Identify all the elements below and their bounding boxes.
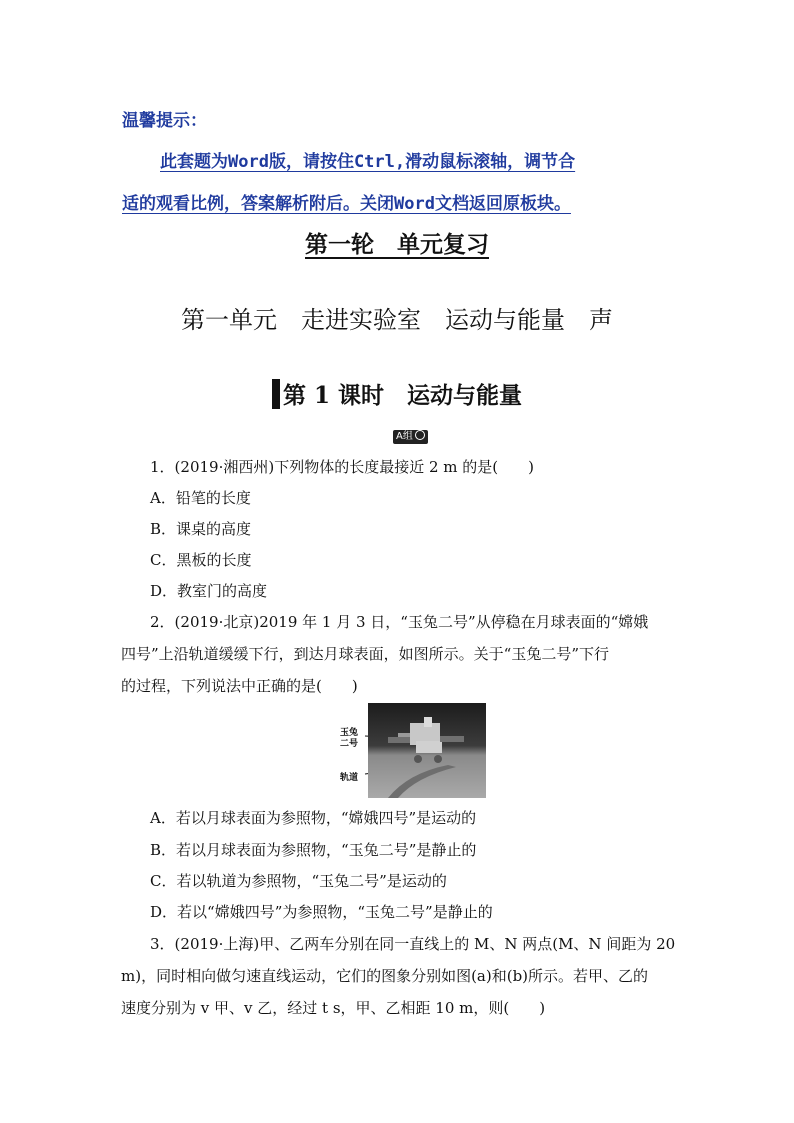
q2-option-a: A．若以月球表面为参照物，“嫦娥四号”是运动的 [150, 809, 477, 827]
unit-title: 第一单元 走进实验室 运动与能量 声 [181, 306, 613, 334]
q3-stem-line-1: 3．(2019·上海)甲、乙两车分别在同一直线上的 M、N 两点(M、N 间距为 20 [150, 935, 676, 953]
tip-line-2: 适的观看比例，答案解析附后。关闭Word文档返回原板块。 [122, 194, 571, 214]
lesson-marker [272, 379, 280, 409]
group-badge [393, 430, 428, 444]
round-title-text: 第一轮 单元复习 [305, 231, 489, 258]
tip-title: 温馨提示： [122, 111, 207, 131]
figure-label-rover-2: 二号 [340, 739, 359, 749]
search-icon [415, 430, 425, 440]
figure-label-track: 轨道 [340, 773, 359, 783]
q1-option-c: C．黑板的长度 [150, 551, 252, 569]
q2-stem-line-3: 的过程，下列说法中正确的是( ) [121, 677, 358, 695]
lesson-title [0, 377, 794, 410]
moon-rover-photo [368, 703, 486, 798]
q1-option-b: B．课桌的高度 [150, 520, 252, 538]
tip-line-1: 此套题为Word版，请按住Ctrl,滑动鼠标滚轴，调节合 [160, 152, 576, 172]
lesson-title-text: 第 1 课时 运动与能量 [282, 382, 523, 409]
round-title [0, 226, 794, 259]
group-badge-label: A组 [396, 431, 413, 442]
q3-stem-line-2: m)，同时相向做匀速直线运动，它们的图象分别如图(a)和(b)所示。若甲、乙的 [121, 967, 649, 985]
q3-stem-line-3: 速度分别为 v 甲、v 乙，经过 t s，甲、乙相距 10 m，则( ) [121, 999, 546, 1017]
q2-option-b: B．若以月球表面为参照物，“玉兔二号”是静止的 [150, 841, 477, 859]
q1-stem: 1．(2019·湘西州)下列物体的长度最接近 2 m 的是( ) [150, 458, 534, 476]
moon-rover-image [368, 703, 486, 798]
q1-option-d: D．教室门的高度 [150, 582, 268, 600]
q2-stem-line-2: 四号”上沿轨道缓缓下行，到达月球表面，如图所示。关于“玉兔二号”下行 [121, 645, 610, 663]
q2-stem-line-1: 2．(2019·北京)2019 年 1 月 3 日，“玉兔二号”从停稳在月球表面的“嫦娥 [150, 613, 649, 631]
q2-option-d: D．若以“嫦娥四号”为参照物，“玉兔二号”是静止的 [150, 903, 493, 921]
q1-option-a: A．铅笔的长度 [150, 489, 251, 507]
q2-option-c: C．若以轨道为参照物，“玉兔二号”是运动的 [150, 872, 447, 890]
figure-label-rover-1: 玉兔 [340, 728, 359, 738]
